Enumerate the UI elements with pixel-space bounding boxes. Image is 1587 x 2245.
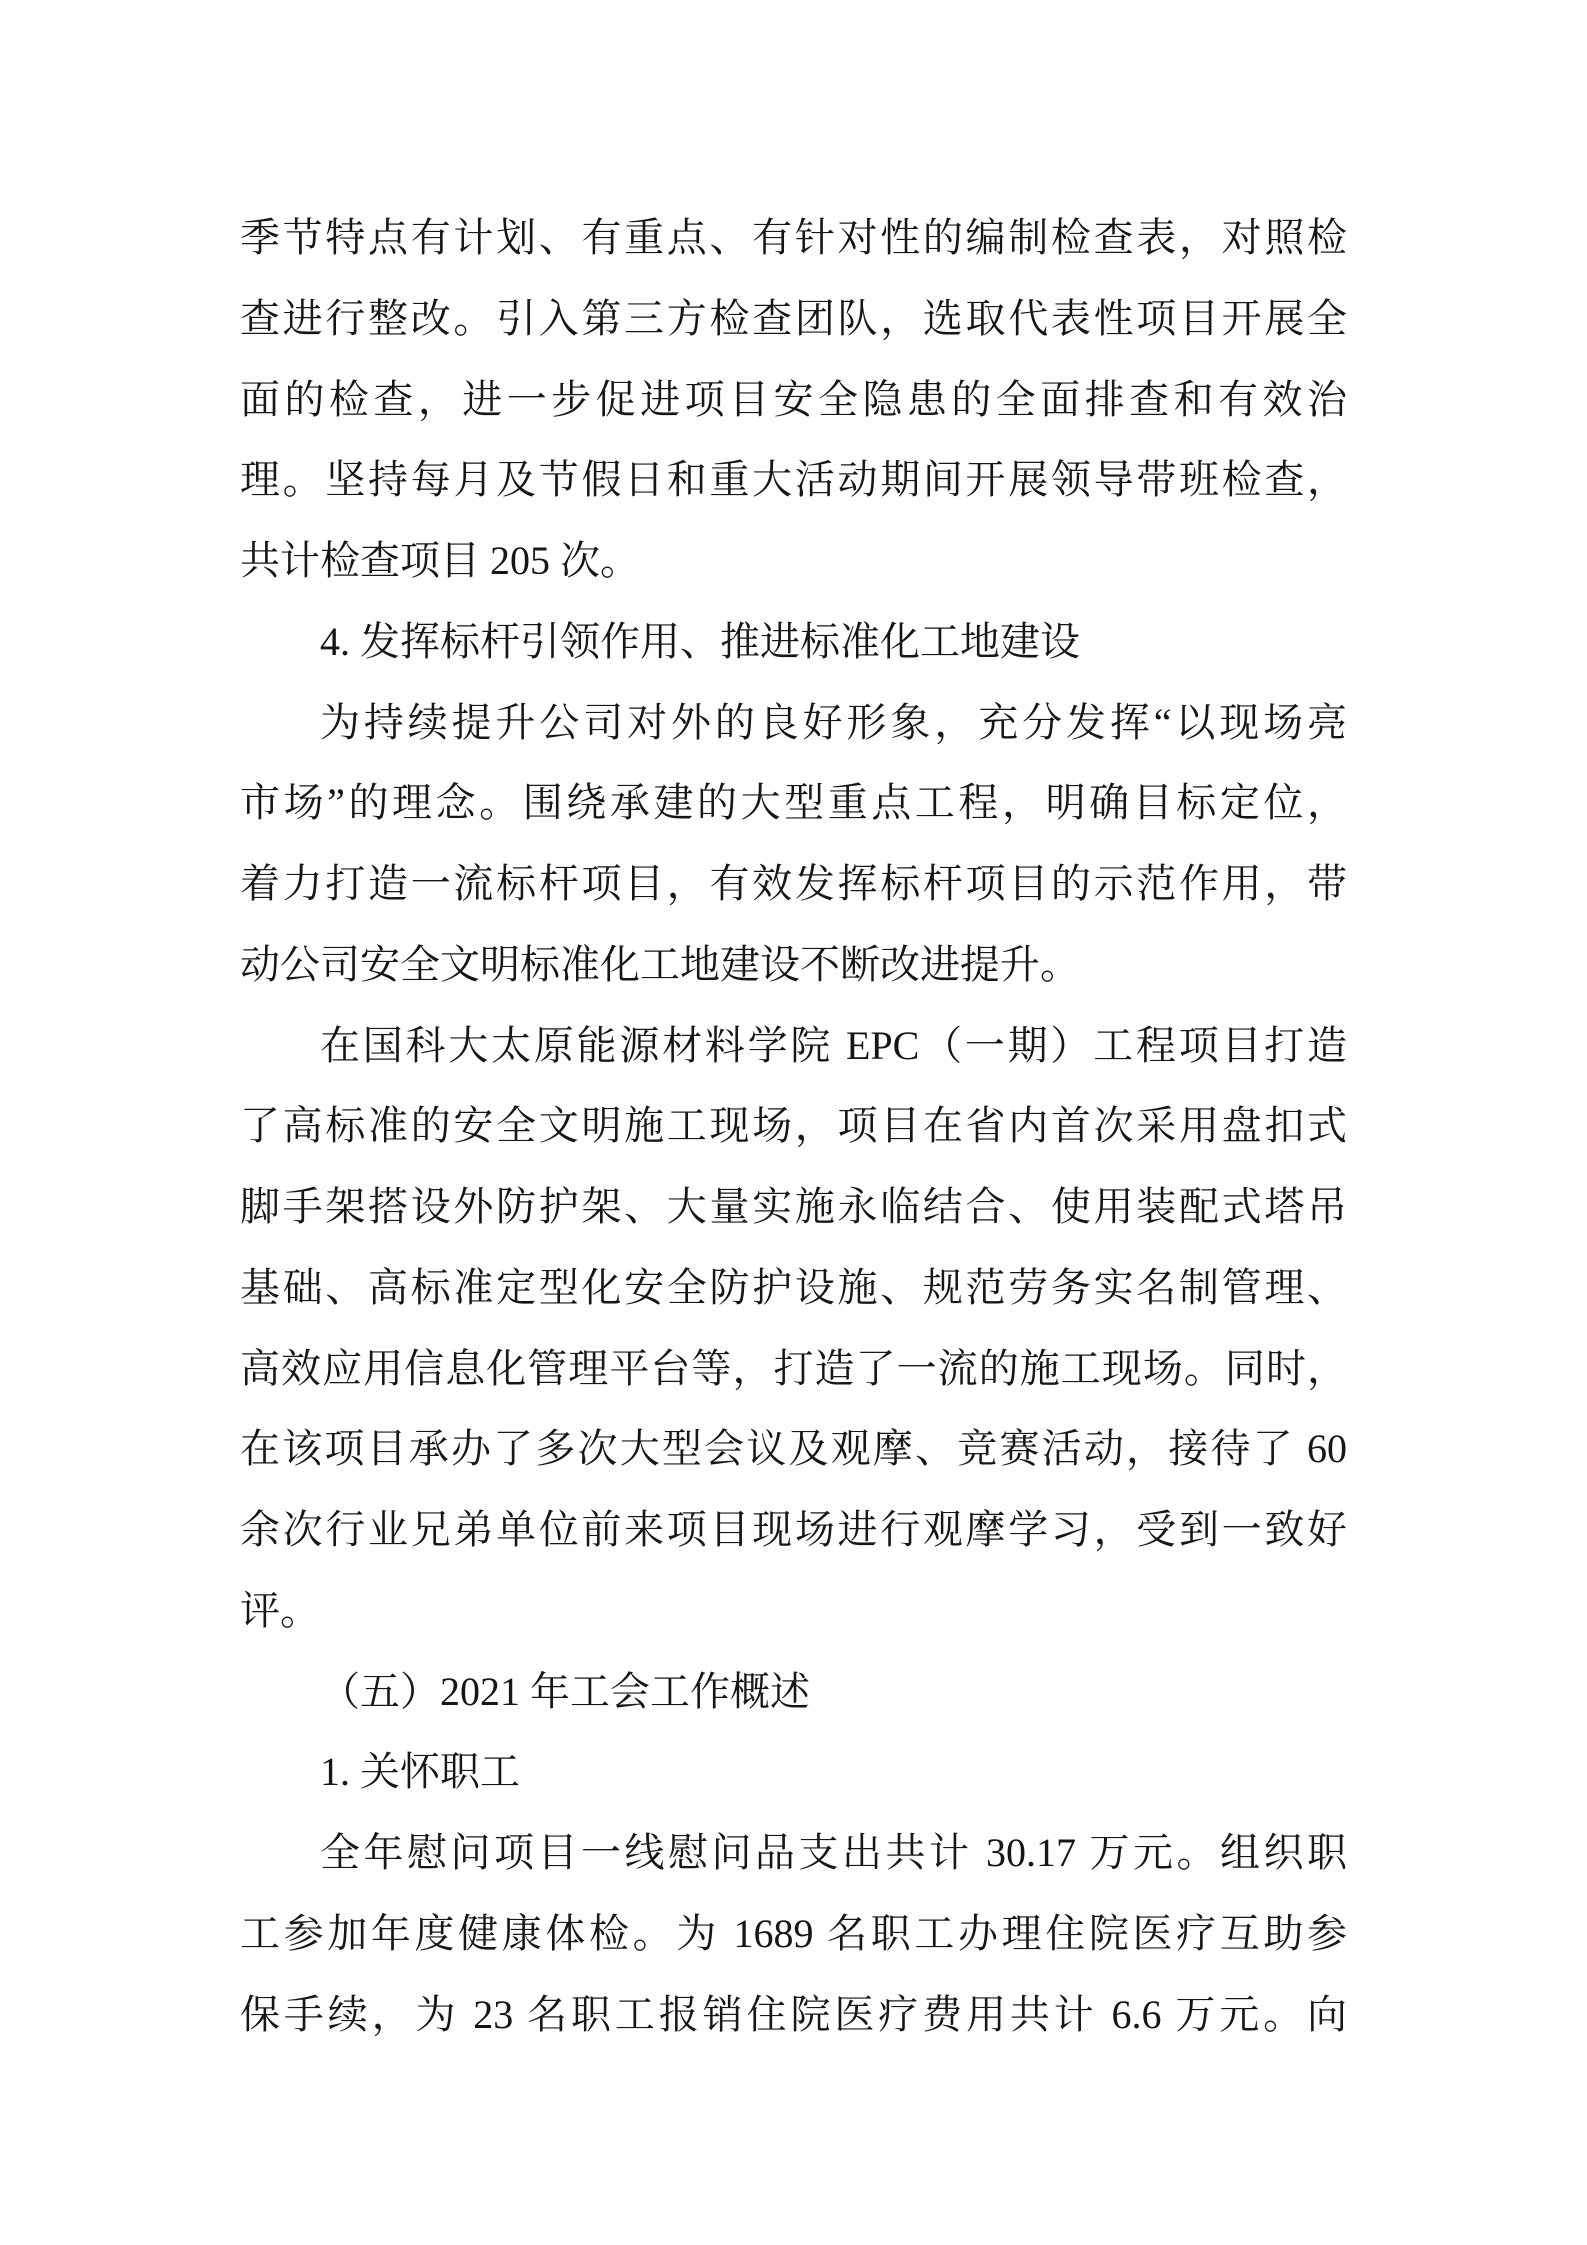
section-heading: （五）2021 年工会工作概述 xyxy=(320,1668,810,1714)
text-line: 动公司安全文明标准化工地建设不断改进提升。 xyxy=(240,941,1080,987)
text-line: 为持续提升公司对外的良好形象，充分发挥“以现场亮 xyxy=(320,699,1347,745)
text-line: 保手续，为 23 名职工报销住院医疗费用共计 6.6 万元。向 xyxy=(240,1991,1347,2037)
text-line: 面的检查，进一步促进项目安全隐患的全面排查和有效治 xyxy=(240,376,1347,422)
text-line: 基础、高标准定型化安全防护设施、规范劳务实名制管理、 xyxy=(240,1264,1347,1310)
text-line: 了高标准的安全文明施工现场，项目在省内首次采用盘扣式 xyxy=(240,1103,1347,1149)
document-body-text xyxy=(240,198,1347,2055)
text-line: 共计检查项目 205 次。 xyxy=(240,538,640,583)
text-line: 理。坚持每月及节假日和重大活动期间开展领导带班检查， xyxy=(240,457,1347,503)
text-line: 查进行整改。引入第三方检查团队，选取代表性项目开展全 xyxy=(240,295,1347,341)
section-heading: 1. 关怀职工 xyxy=(320,1749,520,1795)
text-line: 季节特点有计划、有重点、有针对性的编制检查表，对照检 xyxy=(240,215,1347,260)
text-line: 工参加年度健康体检。为 1689 名职工办理住院医疗互助参 xyxy=(240,1910,1347,1956)
text-line: 全年慰问项目一线慰问品支出共计 30.17 万元。组织职 xyxy=(320,1830,1347,1875)
text-line: 脚手架搭设外防护架、大量实施永临结合、使用装配式塔吊 xyxy=(240,1184,1347,1229)
text-line: 在国科大太原能源材料学院 EPC（一期）工程项目打造 xyxy=(320,1022,1347,1068)
text-line: 评。 xyxy=(240,1587,320,1633)
text-line: 着力打造一流标杆项目，有效发挥标杆项目的示范作用，带 xyxy=(240,861,1347,906)
text-line: 余次行业兄弟单位前来项目现场进行观摩学习，受到一致好 xyxy=(240,1507,1347,1552)
text-line: 高效应用信息化管理平台等，打造了一流的施工现场。同时， xyxy=(240,1345,1347,1391)
text-line: 在该项目承办了多次大型会议及观摩、竞赛活动，接待了 60 xyxy=(240,1426,1347,1472)
text-line: 市场”的理念。围绕承建的大型重点工程，明确目标定位， xyxy=(240,780,1347,826)
section-heading: 4. 发挥标杆引领作用、推进标准化工地建设 xyxy=(320,618,1080,664)
